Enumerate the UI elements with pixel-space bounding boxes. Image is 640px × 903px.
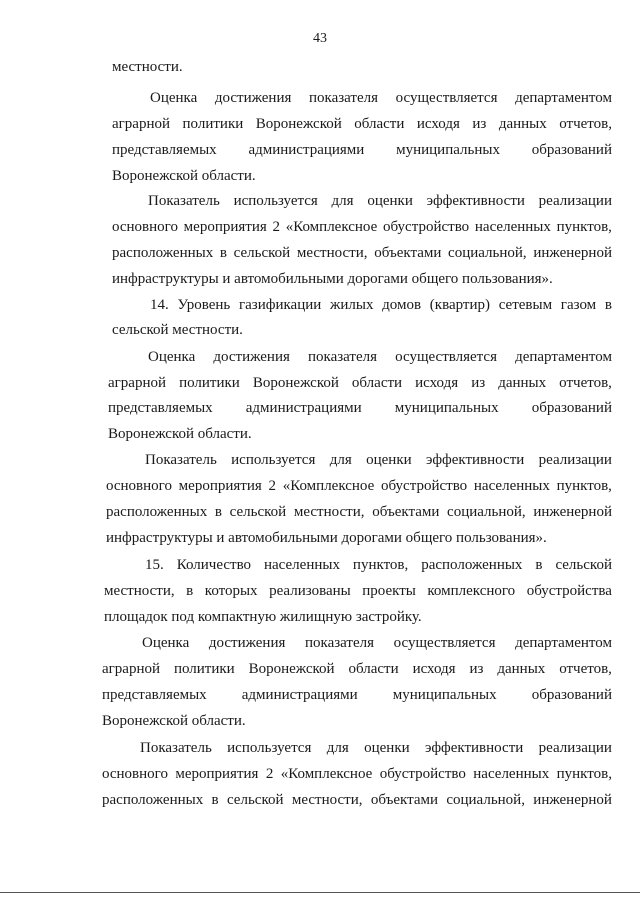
text-line: расположенных в сельской местности, объектами социальной, инженерной	[112, 245, 612, 261]
text-line: местности, в которых реализованы проекты комплексного обустройства	[104, 583, 612, 599]
text-line: основного мероприятия 2 «Комплексное обустройство населенных пунктов,	[112, 219, 612, 235]
text-line: Оценка достижения показателя осуществляется департаментом	[150, 90, 612, 106]
text-line: аграрной политики Воронежской области исходя из данных отчетов,	[112, 116, 612, 132]
text-line: аграрной политики Воронежской области исходя из данных отчетов,	[108, 375, 612, 391]
text-line: аграрной политики Воронежской области исходя из данных отчетов,	[102, 661, 612, 677]
text-line: Воронежской области.	[102, 713, 246, 729]
text-line: представляемых администрациями муниципальных образований	[108, 400, 612, 416]
text-line: расположенных в сельской местности, объектами социальной, инженерной	[106, 504, 612, 520]
text-line: Показатель используется для оценки эффективности реализации	[140, 740, 612, 756]
scan-bottom-edge	[0, 892, 640, 893]
text-line: местности.	[112, 59, 183, 75]
text-line: Показатель используется для оценки эффективности реализации	[145, 452, 612, 468]
text-line: Воронежской области.	[112, 168, 256, 184]
page-number: 43	[313, 31, 327, 46]
text-line: Оценка достижения показателя осуществляется департаментом	[148, 349, 612, 365]
text-line: Оценка достижения показателя осуществляется департаментом	[142, 635, 612, 651]
text-line: инфраструктуры и автомобильными дорогами общего пользования».	[106, 530, 547, 546]
text-line: представляемых администрациями муниципальных образований	[112, 142, 612, 158]
text-line: инфраструктуры и автомобильными дорогами общего пользования».	[112, 271, 553, 287]
text-line: Показатель используется для оценки эффективности реализации	[148, 193, 612, 209]
text-line: Воронежской области.	[108, 426, 252, 442]
text-line: основного мероприятия 2 «Комплексное обустройство населенных пунктов,	[106, 478, 612, 494]
text-line: 15. Количество населенных пунктов, расположенных в сельской	[145, 557, 612, 573]
text-line: представляемых администрациями муниципальных образований	[102, 687, 612, 703]
text-line: сельской местности.	[112, 322, 243, 338]
text-line: 14. Уровень газификации жилых домов (квартир) сетевым газом в	[150, 297, 612, 313]
text-line: площадок под компактную жилищную застройку.	[104, 609, 422, 625]
text-line: расположенных в сельской местности, объектами социальной, инженерной	[102, 792, 612, 808]
text-line: основного мероприятия 2 «Комплексное обустройство населенных пунктов,	[102, 766, 612, 782]
